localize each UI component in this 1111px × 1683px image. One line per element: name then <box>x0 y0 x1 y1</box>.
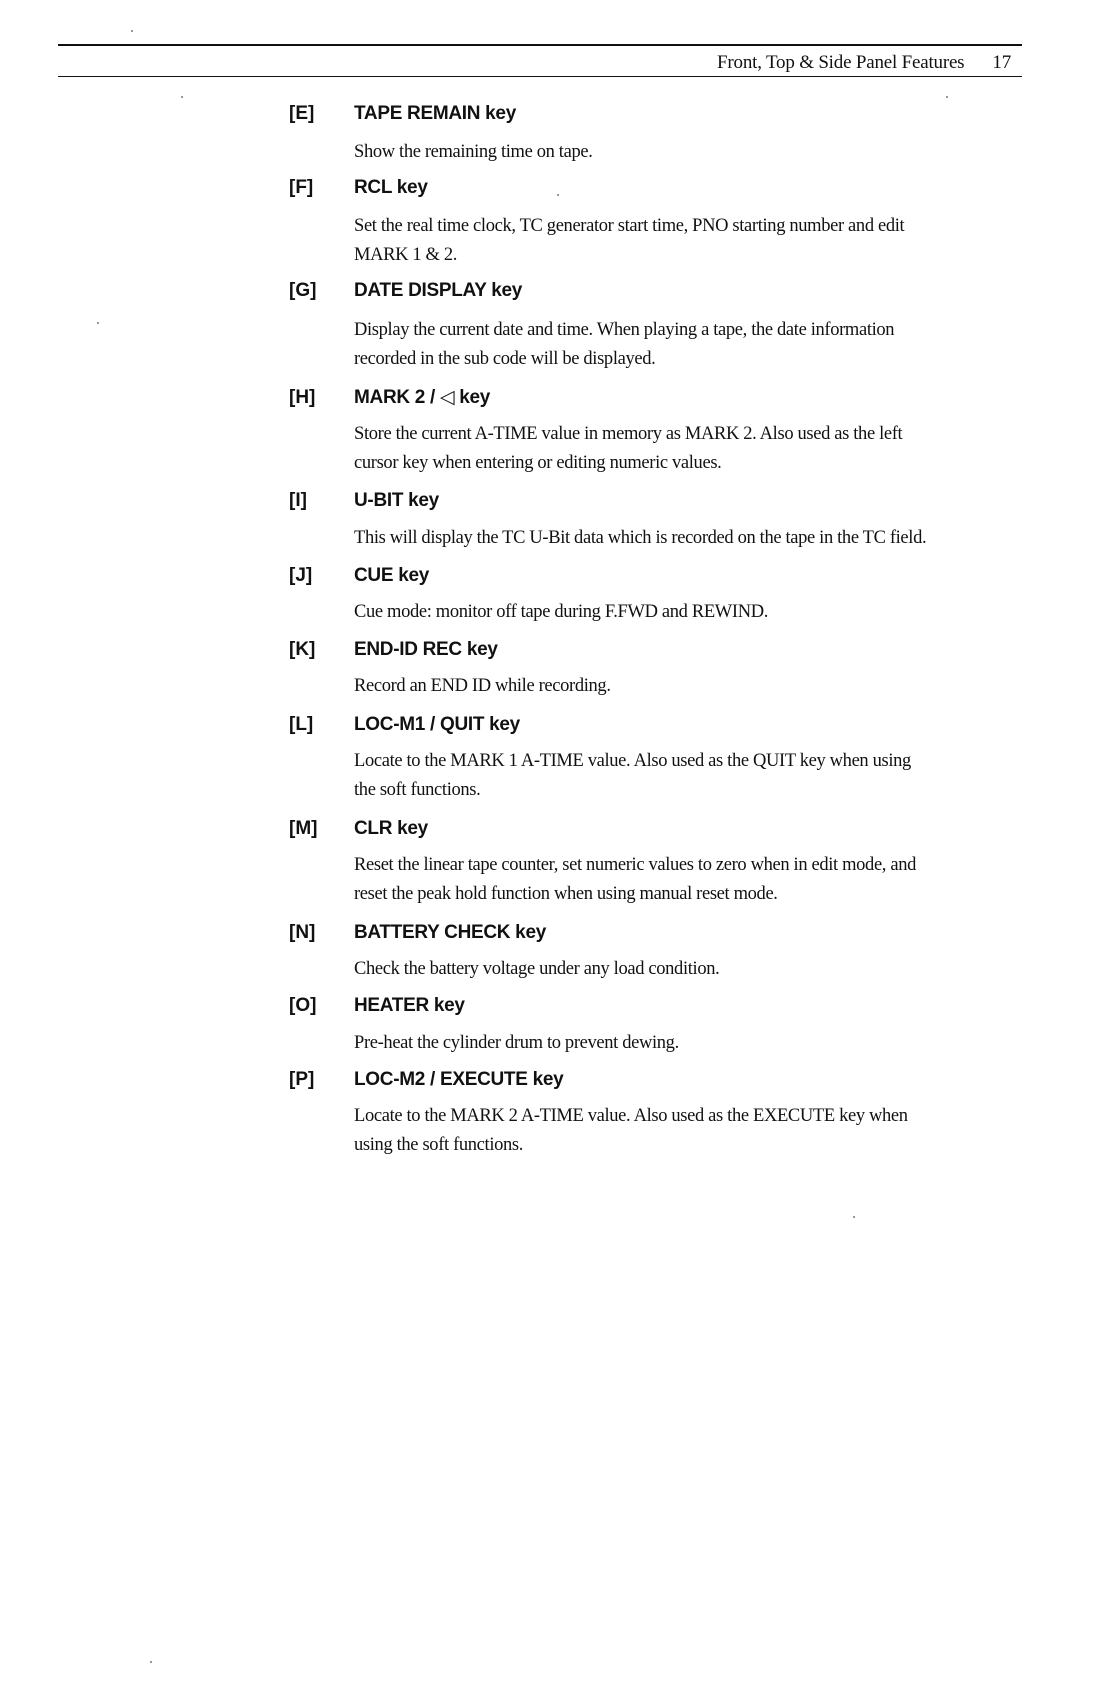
entry-title: MARK 2 / ◁ key <box>354 387 491 408</box>
entry-tag: [I] <box>289 490 307 511</box>
scan-speck <box>946 96 948 98</box>
entry-description <box>354 524 1019 553</box>
description-line: Locate to the MARK 2 A-TIME value. Also used as the EXECUTE key when <box>354 1106 908 1126</box>
description-line: cursor key when entering or editing numeric values. <box>354 453 722 473</box>
description-line: Locate to the MARK 1 A-TIME value. Also used as the QUIT key when using <box>354 751 911 771</box>
header-rule-bottom <box>58 76 1022 77</box>
description-line: using the soft functions. <box>354 1135 524 1155</box>
entry-tag: [E] <box>289 103 315 124</box>
entry-description <box>354 138 1019 167</box>
scan-speck <box>853 1216 855 1218</box>
entry-tag: [O] <box>289 995 317 1016</box>
entry-tag: [P] <box>289 1069 315 1090</box>
scan-speck <box>150 1661 152 1663</box>
entry-title: U-BIT key <box>354 490 439 511</box>
entry-title: TAPE REMAIN key <box>354 103 516 124</box>
description-line: Check the battery voltage under any load condition. <box>354 959 720 979</box>
entry-description <box>354 316 1019 374</box>
entry-tag: [H] <box>289 387 316 408</box>
header-rule-top <box>58 44 1022 46</box>
scan-speck <box>97 322 99 324</box>
entry-description <box>354 955 1019 984</box>
entry-title: BATTERY CHECK key <box>354 922 546 943</box>
entry-title: LOC-M2 / EXECUTE key <box>354 1069 564 1090</box>
entry-tag: [J] <box>289 565 313 586</box>
entry-description <box>354 598 1019 627</box>
description-line: Show the remaining time on tape. <box>354 142 593 162</box>
entry-description <box>354 212 1019 270</box>
entry-description <box>354 1102 1019 1160</box>
running-title: Front, Top & Side Panel Features <box>717 52 965 73</box>
description-line: Set the real time clock, TC generator start time, PNO starting number and edit <box>354 216 905 236</box>
entry-tag: [G] <box>289 280 317 301</box>
description-line: Record an END ID while recording. <box>354 676 611 696</box>
entry-title: CLR key <box>354 818 428 839</box>
description-line: This will display the TC U-Bit data which is recorded on the tape in the TC field. <box>354 528 927 548</box>
entry-tag: [F] <box>289 177 314 198</box>
entry-title: LOC-M1 / QUIT key <box>354 714 520 735</box>
page-number: 17 <box>992 52 1011 73</box>
entry-description <box>354 672 1019 701</box>
entry-title: HEATER key <box>354 995 465 1016</box>
description-line: reset the peak hold function when using manual reset mode. <box>354 884 778 904</box>
entry-description <box>354 420 1019 478</box>
entry-tag: [K] <box>289 639 316 660</box>
description-line: Cue mode: monitor off tape during F.FWD and REWIND. <box>354 602 768 622</box>
description-line: Pre-heat the cylinder drum to prevent dewing. <box>354 1033 679 1053</box>
entry-description <box>354 747 1019 805</box>
running-header <box>717 52 1011 74</box>
entry-tag: [M] <box>289 818 318 839</box>
entry-title: RCL key <box>354 177 428 198</box>
entry-description <box>354 1029 1019 1058</box>
description-line: recorded in the sub code will be displayed. <box>354 349 656 369</box>
entry-title: END-ID REC key <box>354 639 498 660</box>
description-line: Store the current A-TIME value in memory as MARK 2. Also used as the left <box>354 424 903 444</box>
description-line: Reset the linear tape counter, set numeric values to zero when in edit mode, and <box>354 855 917 875</box>
entry-tag: [N] <box>289 922 316 943</box>
description-line: the soft functions. <box>354 780 481 800</box>
scan-speck <box>181 96 183 98</box>
description-line: Display the current date and time. When playing a tape, the date information <box>354 320 895 340</box>
scan-speck <box>557 194 559 196</box>
entry-title: DATE DISPLAY key <box>354 280 523 301</box>
scan-speck <box>131 30 133 32</box>
entry-description <box>354 851 1019 909</box>
description-line: MARK 1 & 2. <box>354 245 458 265</box>
entry-title: CUE key <box>354 565 429 586</box>
entry-tag: [L] <box>289 714 314 735</box>
